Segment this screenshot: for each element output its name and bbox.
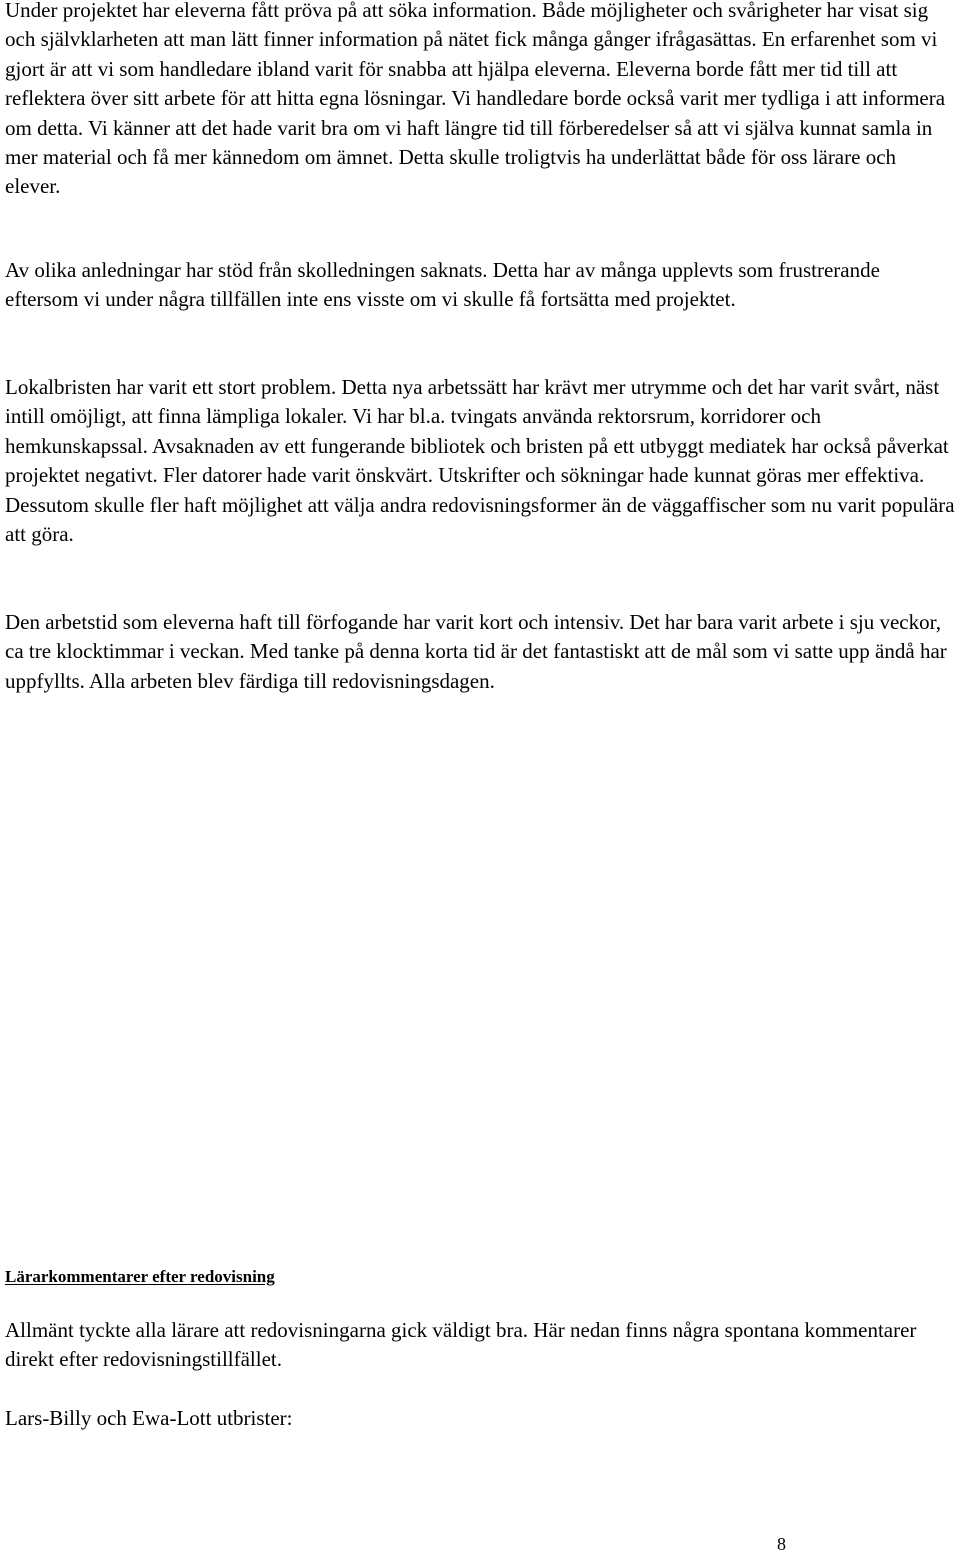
paragraph-project-reflection: Under projektet har eleverna fått pröva på att söka information. Både möjligheter och svårigheter har visat sig och självklarheten att man lätt finner information på nätet fick många gånger ifrågasättas. En erfarenhet som vi gjort är att vi som handledare ibland varit för snabba att hjälpa eleverna. Eleverna borde fått mer tid till att reflektera över sitt arbete för att hitta egna lösningar. Vi handledare borde också varit mer tydliga i att informera om detta. Vi känner att det hade varit bra om vi haft längre tid till förberedelser så att vi själva kunnat samla in mer material och få mer kännedom om ämnet. Detta skulle troligtvis ha underlättat både för oss lärare och elever. <box>5 0 946 199</box>
paragraph-school-management: Av olika anledningar har stöd från skolledningen saknats. Detta har av många upplevts som frustrerande eftersom vi under några tillfällen inte ens visste om vi skulle få fortsätta med projektet. <box>5 258 880 312</box>
paragraph-teacher-comments: Allmänt tyckte alla lärare att redovisningarna gick väldigt bra. Här nedan finns några spontana kommentarer direkt efter redovisningstillfället. <box>5 1318 917 1372</box>
speakers-line: Lars-Billy och Ewa-Lott utbrister: <box>5 1406 293 1430</box>
section-heading: Lärarkommentarer efter redovisning <box>5 1267 275 1286</box>
page-number: 8 <box>777 1534 786 1554</box>
paragraph-premises: Lokalbristen har varit ett stort problem. Detta nya arbetssätt har krävt mer utrymme och det har varit svårt, näst intill omöjligt, att finna lämpliga lokaler. Vi har bl.a. tvingats använda rektorsrum, korridorer och hemkunskapssal. Avsaknaden av ett fungerande bibliotek och bristen på ett utbyggt mediatek har också påverkat projektet negativt. Fler datorer hade varit önskvärt. Utskrifter och sökningar hade kunnat göras mer effektiva. Dessutom skulle fler haft möjlighet att välja andra redovisningsformer än de väggaffischer som nu varit populära att göra. <box>5 375 955 547</box>
paragraph-working-time: Den arbetstid som eleverna haft till förfogande har varit kort och intensiv. Det har bara varit arbete i sju veckor, ca tre klocktimmar i veckan. Med tanke på denna korta tid är det fantastiskt att de mål som vi satte upp ändå har uppfyllts. Alla arbeten blev färdiga till redovisningsdagen. <box>5 610 947 693</box>
